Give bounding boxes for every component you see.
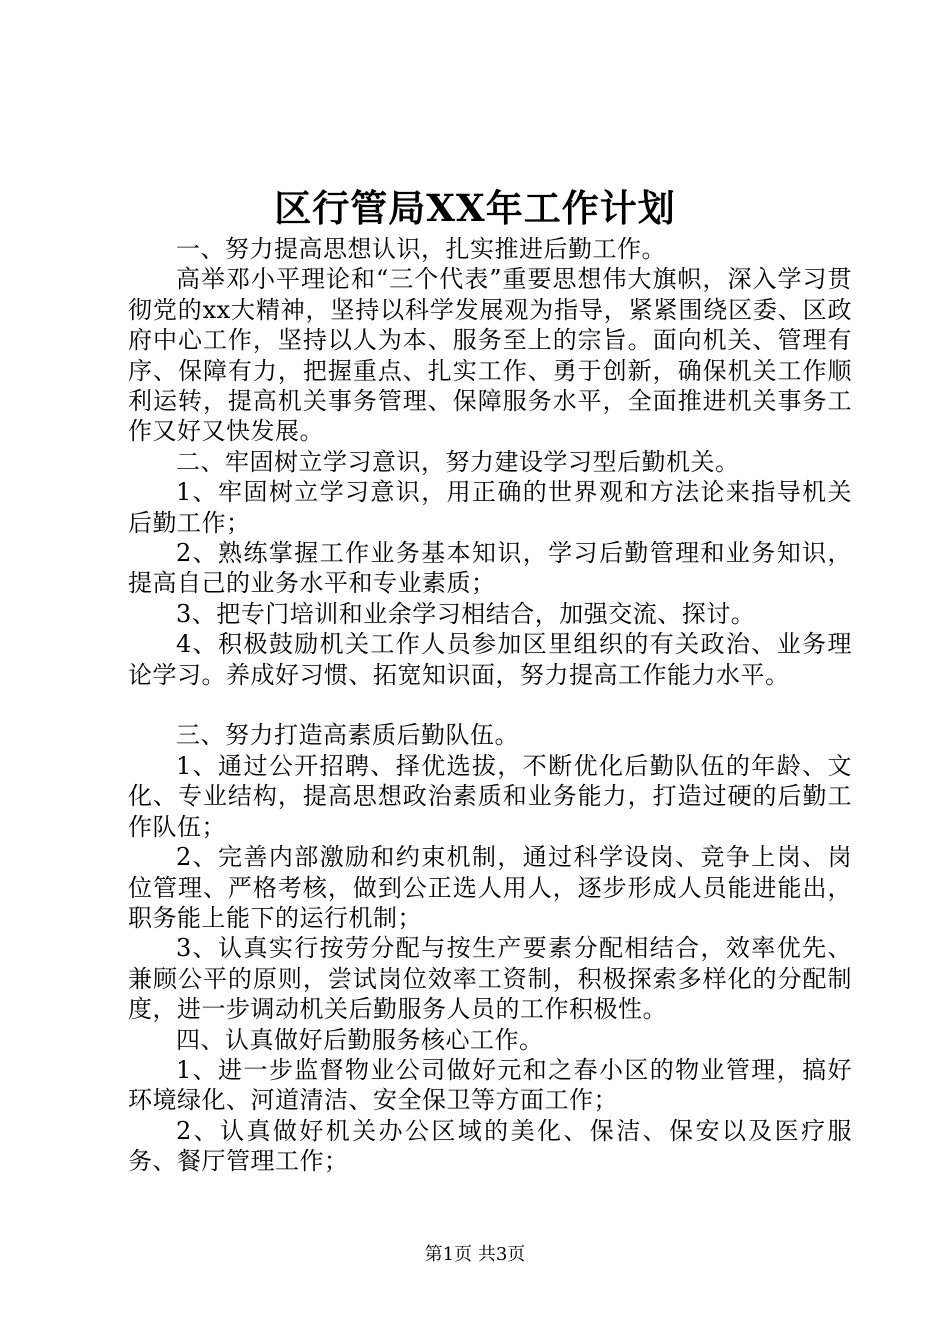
list-item: 2、熟练掌握工作业务基本知识，学习后勤管理和业务知识，提高自己的业务水平和专业素质； <box>128 539 852 598</box>
list-item: 3、把专门培训和业余学习相结合，加强交流、探讨。 <box>176 599 756 628</box>
list-item: 4、积极鼓励机关工作人员参加区里组织的有关政治、业务理论学习。养成好习惯、拓宽知识面，努力提高工作能力水平。 <box>128 630 852 689</box>
list-item: 2、认真做好机关办公区域的美化、保洁、保安以及医疗服务、餐厅管理工作； <box>128 1116 852 1176</box>
page-number: 第1页 共3页 <box>424 1244 526 1265</box>
section-heading-4: 四、认真做好后勤服务核心工作。 <box>176 1025 544 1054</box>
page-title: 区行管局XX年工作计划 <box>274 186 676 230</box>
section-heading-3: 三、努力打造高素质后勤队伍。 <box>176 721 519 750</box>
paragraph: 高举邓小平理论和“三个代表”重要思想伟大旗帜，深入学习贯彻党的xx大精神，坚持以科学发展观为指导，紧紧围绕区委、区政府中心工作，坚持以人为本、服务至上的宗旨。面向机关、管理有序、保障有力，把握重点、扎实工作、勇于创新，确保机关工作顺利运转，提高机关事务管理、保障服务水平，全面推进机关事务工作又好又快发展。 <box>128 265 852 446</box>
section-heading-2: 二、牢固树立学习意识，努力建设学习型后勤机关。 <box>176 447 740 476</box>
list-item: 1、通过公开招聘、择优选拔，不断优化后勤队伍的年龄、文化、专业结构，提高思想政治素质和业务能力，打造过硬的后勤工作队伍； <box>128 751 852 841</box>
list-item: 1、牢固树立学习意识，用正确的世界观和方法论来指导机关后勤工作； <box>128 478 852 537</box>
list-item: 1、进一步监督物业公司做好元和之春小区的物业管理，搞好环境绿化、河道清洁、安全保卫等方面工作； <box>128 1055 852 1115</box>
document-body <box>128 234 852 1177</box>
list-item: 3、认真实行按劳分配与按生产要素分配相结合，效率优先、兼顾公平的原则，尝试岗位效率工资制，积极探索多样化的分配制度，进一步调动机关后勤服务人员的工作积极性。 <box>128 934 852 1024</box>
list-item: 2、完善内部激励和约束机制，通过科学设岗、竞争上岗、岗位管理、严格考核，做到公正选人用人，逐步形成人员能进能出，职务能上能下的运行机制； <box>128 843 852 932</box>
section-heading-1: 一、努力提高思想认识，扎实推进后勤工作。 <box>176 235 666 263</box>
blank-line <box>128 690 852 720</box>
